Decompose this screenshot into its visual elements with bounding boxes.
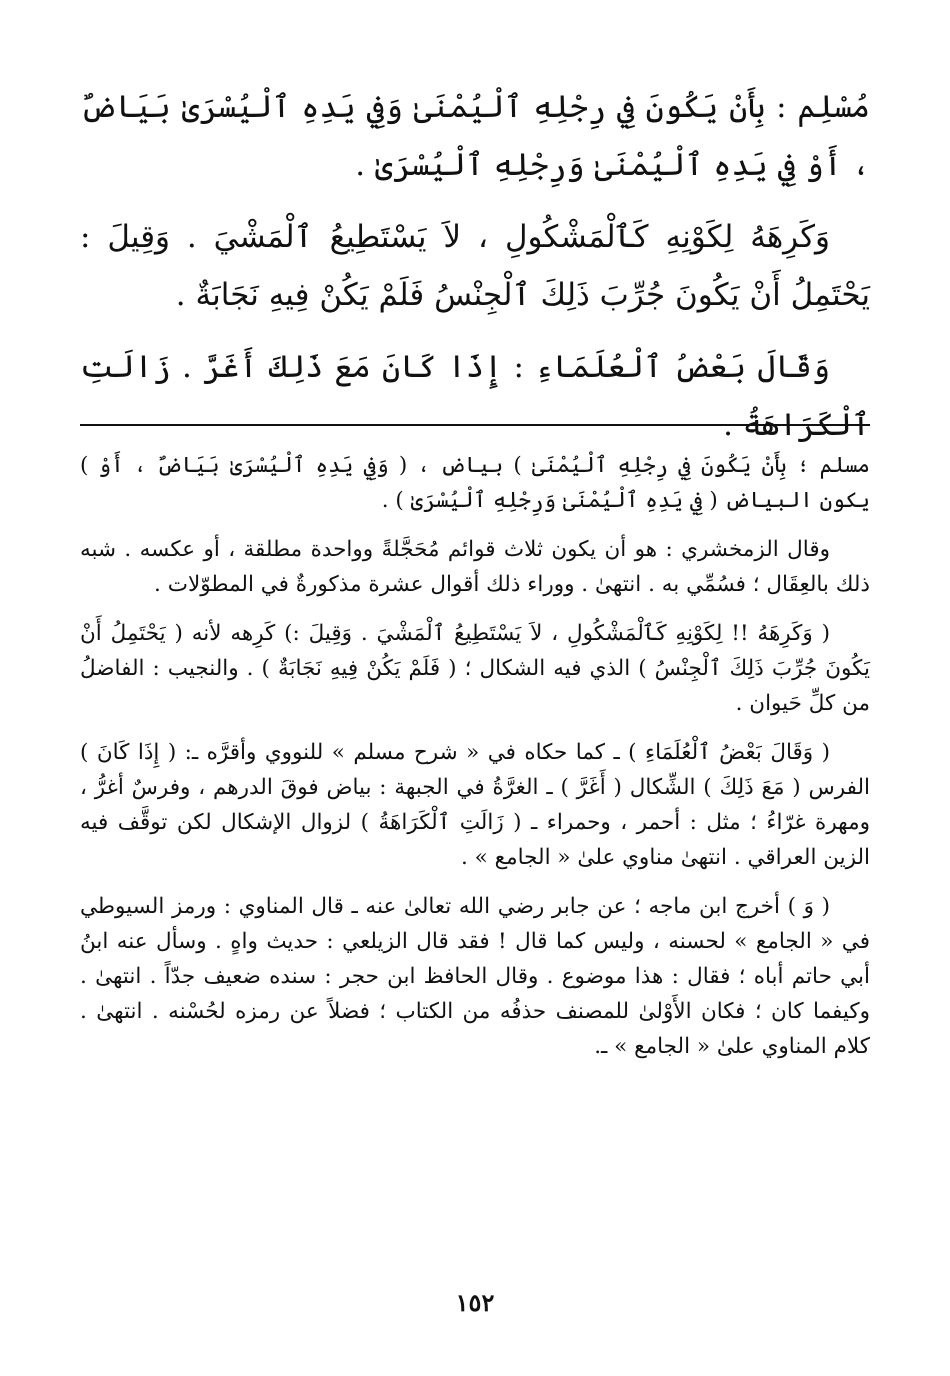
commentary-block	[80, 448, 870, 1078]
main-paragraph: مُسْلِم : بِأَنْ يَكُونَ فِي رِجْلِهِ ٱلْيُمْنَىٰ وَفِي يَدِهِ ٱلْيُسْرَىٰ بَيَاضٌ ، أَوْ فِي يَدِهِ ٱلْيُمْنَىٰ وَرِجْلِهِ ٱلْيُسْرَىٰ .	[80, 89, 870, 183]
commentary-paragraph: وقال الزمخشري : هو أن يكون ثلاث قوائم مُحَجَّلةً وواحدة مطلقة ، أو عكسه . شبه ذلك بالعِقَال ؛ فسُمِّي به . انتهىٰ . ووراء ذلك أقوال عشرة مذكورةٌ في المطوّلات .	[80, 537, 870, 597]
main-text-block	[80, 78, 870, 468]
page-number: ١٥٢	[455, 1288, 495, 1317]
commentary-paragraph: ( وَ ) أخرج ابن ماجه ؛ عن جابر رضي الله تعالىٰ عنه ـ قال المناوي : ورمز السيوطي في « الجامع » لحسنه ، وليس كما قال ! فقد قال الزيلعي : حديث واهٍ . وسأل عنه ابنُ أبي حاتم أباه ؛ فقال : هذا موضوع . وقال الحافظ ابن حجر : سنده ضعيف جدّاً . انتهىٰ . وكيفما كان ؛ فكان الأَوْلىٰ للمصنف حذفُه من الكتاب ؛ فضلاً عن رمزه لحُسْنه . انتهىٰ . كلام المناوي علىٰ « الجامع » ـ.	[80, 894, 870, 1059]
main-paragraph: وَقَالَ بَعْضُ ٱلْعُلَمَاءِ : إِذَا كَانَ مَعَ ذَلِكَ أَغَرَّ . زَالَتِ ٱلْكَرَاهَةُ .	[80, 349, 870, 443]
commentary-paragraph: ( وَقَالَ بَعْضُ ٱلْعُلَمَاءِ ) ـ كما حكاه في « شرح مسلم » للنووي وأقرَّه ـ: ( إِذَا كَانَ ) الفرس ( مَعَ ذَلِكَ ) الشِّكال ( أَغَرَّ ) ـ الغرَّةُ في الجبهة : بياض فوقَ الدرهم ، وفرسٌ أغرُّ ، ومهرة غرّاءُ ؛ مثل : أحمر ، وحمراء ـ ( زَالَتِ ٱلْكَرَاهَةُ ) لزوال الإشكال لكن توقَّف فيه الزين العراقي . انتهىٰ مناوي علىٰ « الجامع » .	[80, 740, 870, 870]
commentary-paragraph: مسلم ؛ بِأَنْ يَكُونَ فِي رِجْلِهِ ٱلْيُمْنَىٰ ) بياض ، ( وَفِي يَدِهِ ٱلْيُسْرَىٰ بَيَاضٌ ، أَوْ ) يكون البياض ( فِي يَدِهِ ٱلْيُمْنَىٰ وَرِجْلِهِ ٱلْيُسْرَىٰ ) .	[80, 453, 870, 513]
commentary-paragraph: ( وَكَرِهَهُ !! لِكَوْنِهِ كَٱلْمَشْكُولِ ، لاَ يَسْتَطِيعُ ٱلْمَشْيَ . وَقِيلَ :) كَرِهه لأنه ( يَحْتَمِلُ أَنْ يَكُونَ جُرِّبَ ذَلِكَ ٱلْجِنْسُ ) الذي فيه الشكال ؛ ( فَلَمْ يَكُنْ فِيهِ نَجَابَةٌ ) . والنجيب : الفاضلُ من كلِّ حَيوان .	[80, 621, 870, 716]
main-paragraph: وَكَرِهَهُ لِكَوْنِهِ كَٱلْمَشْكُولِ ، لاَ يَسْتَطِيعُ ٱلْمَشْيَ . وَقِيلَ : يَحْتَمِلُ أَنْ يَكُونَ جُرِّبَ ذَلِكَ ٱلْجِنْسُ فَلَمْ يَكُنْ فِيهِ نَجَابَةٌ .	[80, 219, 870, 313]
separator-rule	[80, 424, 870, 426]
